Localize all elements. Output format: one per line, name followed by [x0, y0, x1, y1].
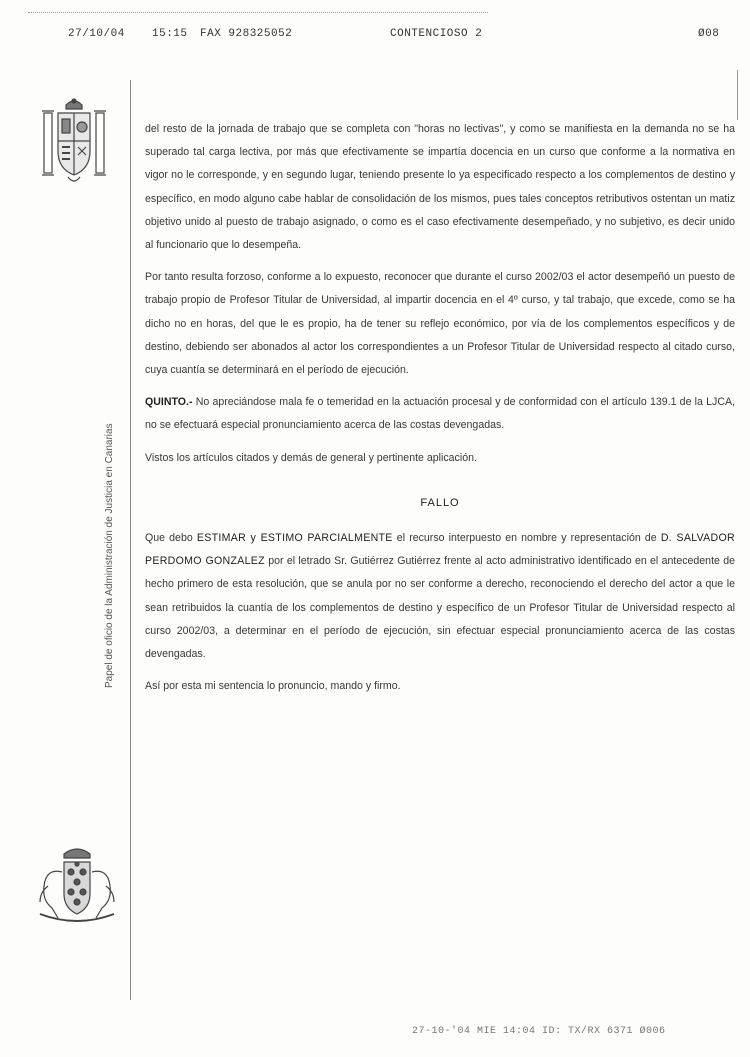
fax-header — [60, 28, 750, 48]
quinto-text: No apreciándose mala fe o temeridad en la actuación procesal y de conformidad con el artículo 139.1 de la LJCA, no se efectuará especial pronunciamiento acerca de las costas devengadas. — [145, 396, 735, 432]
paragraph-vistos: Vistos los artículos citados y demás de general y pertinente aplicación. — [145, 451, 477, 464]
left-margin-line — [130, 80, 131, 1000]
paragraph-quinto — [145, 391, 735, 437]
document-body — [145, 118, 735, 707]
right-edge-mark — [737, 70, 748, 120]
fallo-pre: Que debo — [145, 532, 197, 545]
fax-page-code: Ø08 — [698, 28, 720, 40]
fallo-party-name: D. SALVADOR PERDOMO GONZALEZ — [145, 532, 735, 568]
paragraph-jornada: del resto de la jornada de trabajo que se completa con "horas no lectivas", y como se manifiesta en la demanda no se ha superado tal carga lectiva, por más que efectivamente se impartía docencia en un curso que conforme a la normativa en vigor no le corresponde, y en segundo lugar, teniendo presente lo ya especificado respecto a los complementos de destino y específico, en modo alguno cabe hablar de consolidación de los mismos, pues tales conceptos retributivos ostentan un matiz objetivo unido al puesto de trabajo asignado, o como es el caso efectivamente desempeñado, y no subjetivo, es decir unido al funcionario que lo desempeña. — [145, 123, 735, 252]
fax-time: 15:15 — [152, 28, 188, 40]
paragraph-por-tanto: Por tanto resulta forzoso, conforme a lo expuesto, reconocer que durante el curso 2002/03 el actor desempeñó un puesto de trabajo propio de Profesor Titular de Universidad, al impartir docencia en el 4º curso, y tal trabajo, que excede, como se ha dicho no en horas, del que le es propio, ha de tener su reflejo económico, por vía de los complementos específicos y de destino, debiendo ser abonados al actor los correspondientes a un Profesor Titular de Universidad respecto al citado curso, cuya cuantía se determinará en el período de ejecución. — [145, 271, 735, 377]
canarias-coat-of-arms-icon — [34, 842, 120, 926]
fax-date: 27/10/04 — [68, 28, 125, 40]
top-dotted-rule — [28, 12, 488, 13]
paragraph-fallo — [145, 527, 735, 666]
fax-number: FAX 928325052 — [200, 28, 293, 40]
fax-department: CONTENCIOSO 2 — [390, 28, 483, 40]
fallo-post: por el letrado Sr. Gutiérrez Gutiérrez frente al acto administrativo identificado en el antecedente de hecho primero de esta resolución, que se anula por no ser conforme a derecho, reconociendo el derecho del actor a que le sean retribuidos la cuantía de los complementos de destino y específico de un Profesor Titular de Universidad respecto al curso 2002/03, a determinar en el período de ejecución, sin efectuar especial pronunciamiento acerca de las costas devengadas. — [145, 555, 736, 661]
fax-footer: 27-10-'04 MIE 14:04 ID: TX/RX 6371 Ø006 — [412, 1026, 666, 1037]
side-caption: Papel de oficio de la Administración de Justicia en Canarias — [104, 423, 115, 688]
spain-coat-of-arms-icon — [38, 95, 110, 187]
fallo-mid: el recurso interpuesto en nombre y representación de — [392, 532, 661, 545]
fallo-estimar: ESTIMAR y ESTIMO PARCIALMENTE — [196, 532, 393, 545]
paragraph-closing: Así por esta mi sentencia lo pronuncio, mando y firmo. — [145, 680, 401, 693]
fallo-heading: FALLO — [420, 496, 460, 509]
quinto-heading: QUINTO.- — [145, 396, 193, 409]
